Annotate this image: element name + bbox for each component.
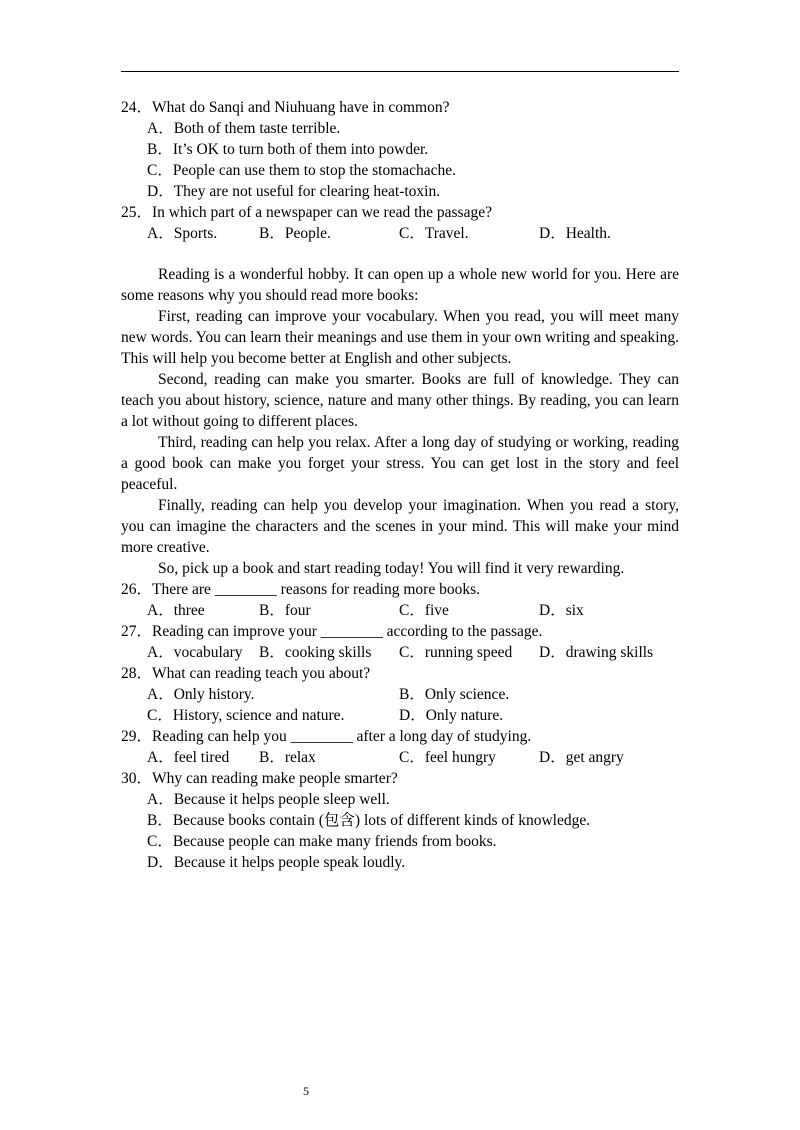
question-24-option-c: C．People can use them to stop the stomachache. (147, 162, 457, 179)
passage-paragraph-intro: Reading is a wonderful hobby. It can open up a whole new world for you. Here are some reasons why you should read more books: (121, 266, 679, 304)
question-29-option-d: D．get angry (539, 749, 624, 766)
question-30-stem: 30．Why can reading make people smarter? (121, 770, 398, 787)
question-29-options (0, 747, 800, 768)
page-number: 5 (303, 1084, 309, 1098)
question-24-option-b: B．It’s OK to turn both of them into powder. (147, 141, 429, 158)
passage-paragraph-second: Second, reading can make you smarter. Books are full of knowledge. They can teach you about history, science, nature and many other things. By reading, you can learn a lot without going to different places. (121, 371, 679, 430)
question-28-option-a: A．Only history. (147, 686, 255, 703)
question-30-option-d: D．Because it helps people speak loudly. (147, 854, 406, 871)
question-24-option-a: A．Both of them taste terrible. (147, 120, 341, 137)
question-26-option-b: B．four (259, 602, 311, 619)
question-25-stem: 25．In which part of a newspaper can we read the passage? (121, 204, 492, 221)
question-27-option-b: B．cooking skills (259, 644, 372, 661)
question-25-option-d: D．Health. (539, 225, 611, 242)
question-26-option-d: D．six (539, 602, 584, 619)
passage-paragraph-conclusion: So, pick up a book and start reading today! You will find it very rewarding. (158, 560, 625, 577)
question-28-option-b: B．Only science. (399, 686, 510, 703)
header-rule (121, 71, 679, 72)
question-26-option-c: C．five (399, 602, 449, 619)
question-25-option-a: A．Sports. (147, 225, 218, 242)
passage-paragraph-first: First, reading can improve your vocabulary. When you read, you will meet many new words. You can learn their meanings and use them in your own writing and speaking. This will help you become better at English and other subjects. (121, 308, 679, 367)
question-30-option-c: C．Because people can make many friends from books. (147, 833, 497, 850)
passage-paragraph-third: Third, reading can help you relax. After a long day of studying or working, reading a good book can make you forget your stress. You can get lost in the story and feel peaceful. (121, 434, 679, 493)
question-29-option-a: A．feel tired (147, 749, 230, 766)
question-27-stem: 27．Reading can improve your ________ according to the passage. (121, 623, 543, 640)
question-25-option-b: B．People. (259, 225, 331, 242)
question-28-option-d: D．Only nature. (399, 707, 504, 724)
question-30-option-b: B．Because books contain (包含) lots of different kinds of knowledge. (147, 812, 591, 829)
question-29-stem: 29．Reading can help you ________ after a long day of studying. (121, 728, 532, 745)
question-25-option-c: C．Travel. (399, 225, 469, 242)
question-26-stem: 26．There are ________ reasons for reading more books. (121, 581, 480, 598)
question-28-options-row-1 (0, 684, 800, 705)
question-28-options-row-2 (0, 705, 800, 726)
question-28-stem: 28．What can reading teach you about? (121, 665, 371, 682)
passage-paragraph-finally: Finally, reading can help you develop your imagination. When you read a story, you can imagine the characters and the scenes in your mind. This will make your mind more creative. (121, 497, 679, 556)
question-30-option-a: A．Because it helps people sleep well. (147, 791, 390, 808)
question-26-options (0, 600, 800, 621)
question-25-options (0, 223, 800, 244)
question-28-option-c: C．History, science and nature. (147, 707, 345, 724)
question-27-option-a: A．vocabulary (147, 644, 243, 661)
question-29-option-c: C．feel hungry (399, 749, 496, 766)
question-24-option-d: D．They are not useful for clearing heat-toxin. (147, 183, 441, 200)
question-27-options (0, 642, 800, 663)
question-29-option-b: B．relax (259, 749, 316, 766)
question-26-option-a: A．three (147, 602, 205, 619)
question-27-option-d: D．drawing skills (539, 644, 654, 661)
question-24-stem: 24．What do Sanqi and Niuhuang have in common? (121, 99, 450, 116)
question-27-option-c: C．running speed (399, 644, 513, 661)
